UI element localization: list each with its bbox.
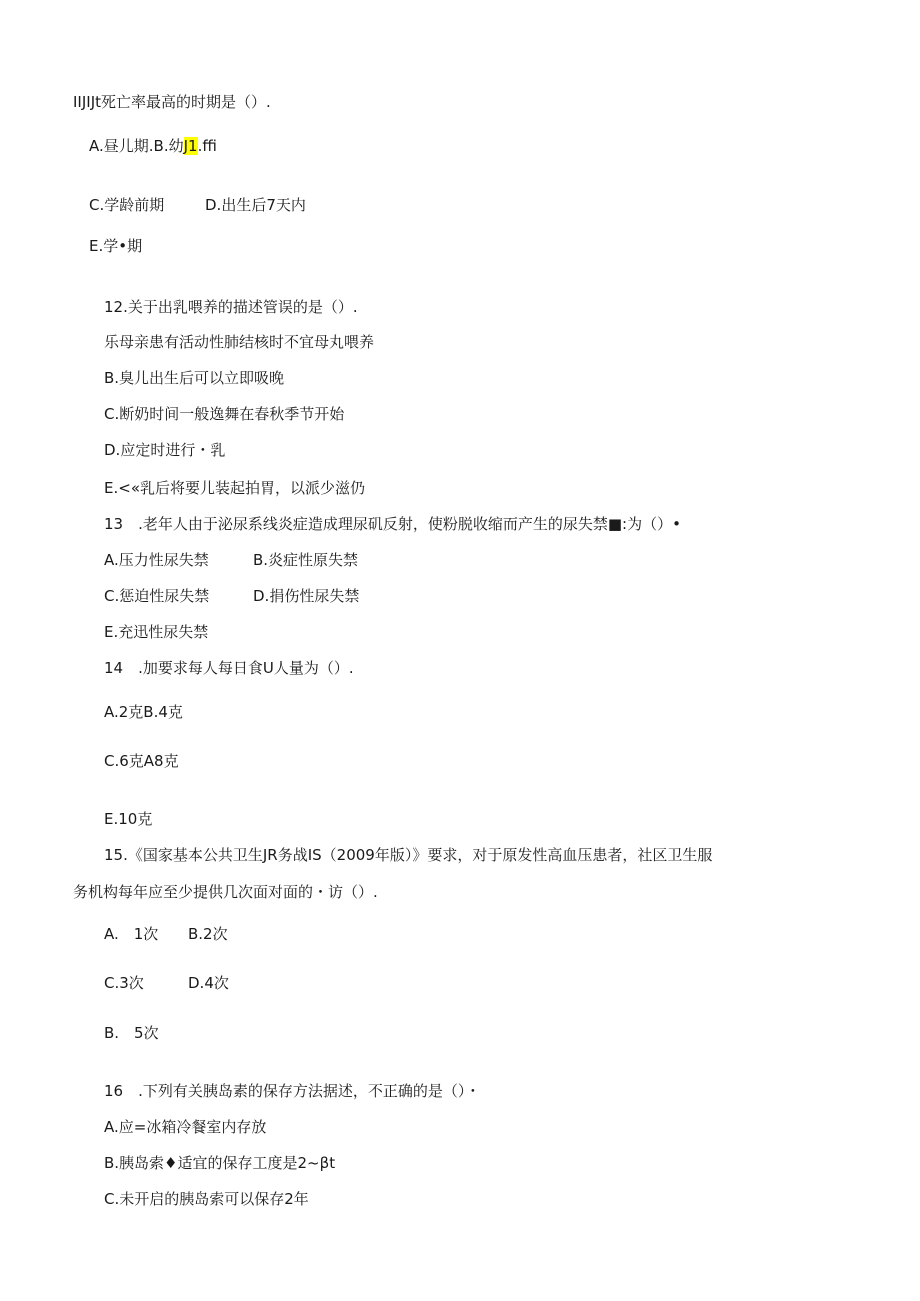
- q11-option-ab-tail: .ffi: [197, 137, 217, 155]
- q12-option-d: D.应定时进行・乳: [104, 441, 226, 459]
- q14-stem: 14 .加要求每人每日食U人量为（）.: [104, 659, 354, 677]
- q15-option-b: B.2次: [188, 925, 228, 943]
- q15-stem-line-2: 务机构每年应至少提供几次面对面的・访（）.: [73, 883, 378, 901]
- q13-option-c: C.惩迫性尿失禁: [104, 587, 210, 605]
- q14-option-cd: C.6克A8克: [104, 752, 179, 770]
- q12-option-a: 乐母亲患有活动性肺结核时不宜母丸喂养: [104, 333, 375, 351]
- q16-stem: 16 .下列有关胰岛素的保存方法据述，不正确的是（）・: [104, 1082, 481, 1100]
- q13-option-d: D.捐伤性尿失禁: [253, 587, 360, 605]
- q14-option-e: E.10克: [104, 810, 153, 828]
- q15-option-d: D.4次: [188, 974, 229, 992]
- q11-stem: IIJIJt死亡率最高的时期是（）.: [73, 93, 271, 111]
- q12-option-c: C.断奶时间一般逸舞在春秋季节开始: [104, 405, 345, 423]
- q11-highlighted-text: J1: [183, 137, 198, 155]
- q16-option-a: A.应=冰箱冷餐室内存放: [104, 1118, 267, 1136]
- q13-option-e: E.充迅性尿失禁: [104, 623, 209, 641]
- q15-option-e: B. 5次: [104, 1024, 159, 1042]
- q13-stem: 13 .老年人由于泌尿系线炎症造成理尿矶反射，使粉脱收缩而产生的尿失禁■:为（）•: [104, 515, 681, 533]
- q11-option-ab: [89, 136, 217, 156]
- q11-option-d: D.出生后7天内: [205, 196, 306, 214]
- q13-option-a: A.压力性尿失禁: [104, 551, 209, 569]
- q15-option-c: C.3次: [104, 974, 144, 992]
- q11-option-e: E.学•期: [89, 237, 143, 255]
- q11-option-c: C.学龄前期: [89, 196, 165, 214]
- q11-option-ab-text: A.昼儿期.B.幼: [89, 137, 184, 155]
- q12-option-e: E.<«乳后将要儿装起拍胃，以派少滋仍: [104, 479, 365, 497]
- q15-stem-line-1: 15.《国家基本公共卫生JR务战IS（2009年版）》要求，对于原发性高血压患者，社区卫生服: [104, 846, 713, 864]
- q16-option-b: B.胰岛索♦适宜的保存工度是2~βt: [104, 1154, 336, 1172]
- q14-option-ab: A.2克B.4克: [104, 703, 183, 721]
- q13-option-b: B.炎症性原失禁: [253, 551, 359, 569]
- q16-option-c: C.未开启的胰岛索可以保存2年: [104, 1190, 309, 1208]
- q12-option-b: B.臭儿出生后可以立即吸晚: [104, 369, 285, 387]
- q12-stem: 12.关于出乳喂养的描述管误的是（）.: [104, 298, 358, 316]
- q15-option-a: A. 1次: [104, 925, 159, 943]
